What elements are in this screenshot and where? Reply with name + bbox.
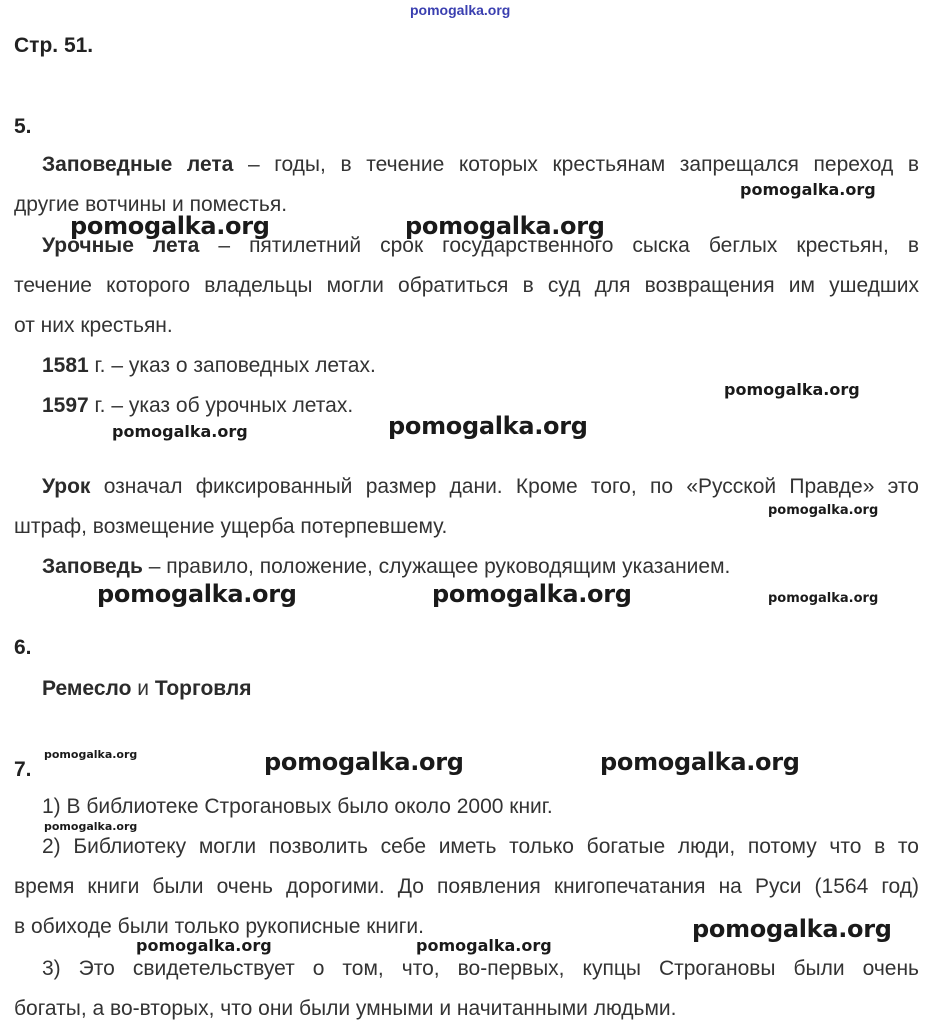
watermark: pomogalka.org bbox=[692, 915, 892, 943]
watermark: pomogalka.org bbox=[768, 503, 879, 518]
answer-torgovlya: Торговля bbox=[154, 677, 252, 700]
task-7-item-3-line2: богаты, а во-вторых, что они были умными и начитанными людьми. bbox=[14, 997, 677, 1020]
term-zapovednye-leta: Заповедные лета bbox=[42, 153, 234, 176]
page-label: Стр. 51. bbox=[14, 34, 94, 57]
task-5-number: 5. bbox=[14, 115, 32, 138]
year-1597: 1597 bbox=[42, 394, 89, 417]
task-7-item-3-line1: 3) Это свидетельствует о том, что, во-первых, купцы Строгановы были очень bbox=[42, 957, 919, 980]
watermark: pomogalka.org bbox=[44, 748, 138, 761]
watermark-top: pomogalka.org bbox=[410, 2, 511, 18]
watermark: pomogalka.org bbox=[724, 380, 860, 399]
year-1581: 1581 bbox=[42, 354, 89, 377]
definition-zapovednye-leta-line1: Заповедные лета – годы, в течение которых крестьянам запрещался переход в bbox=[42, 153, 919, 176]
task-7-number: 7. bbox=[14, 758, 32, 781]
watermark: pomogalka.org bbox=[70, 212, 270, 240]
watermark: pomogalka.org bbox=[740, 180, 876, 199]
watermark: pomogalka.org bbox=[600, 748, 800, 776]
term-zapoved: Заповедь bbox=[42, 555, 143, 578]
watermark: pomogalka.org bbox=[405, 212, 605, 240]
watermark: pomogalka.org bbox=[44, 820, 138, 833]
task-7-item-2-line3: в обиходе были только рукописные книги. bbox=[14, 915, 424, 938]
watermark: pomogalka.org bbox=[768, 591, 879, 606]
definition-urok-line1: Урок означал фиксированный размер дани. Кроме того, по «Русской Правде» это bbox=[42, 475, 919, 498]
task-7-item-2-line1: 2) Библиотеку могли позволить себе иметь только богатые люди, потому что в то bbox=[42, 835, 919, 858]
task-6-answer: Ремесло и Торговля bbox=[42, 677, 252, 700]
definition-urochnye-leta-line1: Урочные лета – пятилетний срок государственного сыска беглых крестьян, в bbox=[42, 234, 919, 257]
watermark: pomogalka.org bbox=[388, 412, 588, 440]
watermark: pomogalka.org bbox=[136, 936, 272, 955]
watermark: pomogalka.org bbox=[97, 580, 297, 608]
date-1581: 1581 г. – указ о заповедных летах. bbox=[42, 354, 376, 377]
task-7-item-2-line2: время книги были очень дорогими. До появления книгопечатания на Руси (1564 год) bbox=[14, 875, 919, 898]
task-6-number: 6. bbox=[14, 636, 32, 659]
watermark: pomogalka.org bbox=[264, 748, 464, 776]
watermark: pomogalka.org bbox=[416, 936, 552, 955]
date-1597: 1597 г. – указ об урочных летах. bbox=[42, 394, 354, 417]
definition-urok-line2: штраф, возмещение ущерба потерпевшему. bbox=[14, 515, 448, 538]
definition-zapovednye-leta-line2: другие вотчины и поместья. bbox=[14, 193, 288, 216]
watermark: pomogalka.org bbox=[112, 422, 248, 441]
term-urok: Урок bbox=[42, 475, 91, 498]
answer-remeslo: Ремесло bbox=[42, 677, 132, 700]
definition-urochnye-leta-line2: течение которого владельцы могли обратиться в суд для возвращения им ушедших bbox=[14, 274, 919, 297]
watermark: pomogalka.org bbox=[432, 580, 632, 608]
term-urochnye-leta: Урочные лета bbox=[42, 234, 200, 257]
definition-urochnye-leta-line3: от них крестьян. bbox=[14, 314, 173, 337]
definition-zapoved: Заповедь – правило, положение, служащее руководящим указанием. bbox=[42, 555, 731, 578]
task-7-item-1: 1) В библиотеке Строгановых было около 2000 книг. bbox=[42, 795, 553, 818]
